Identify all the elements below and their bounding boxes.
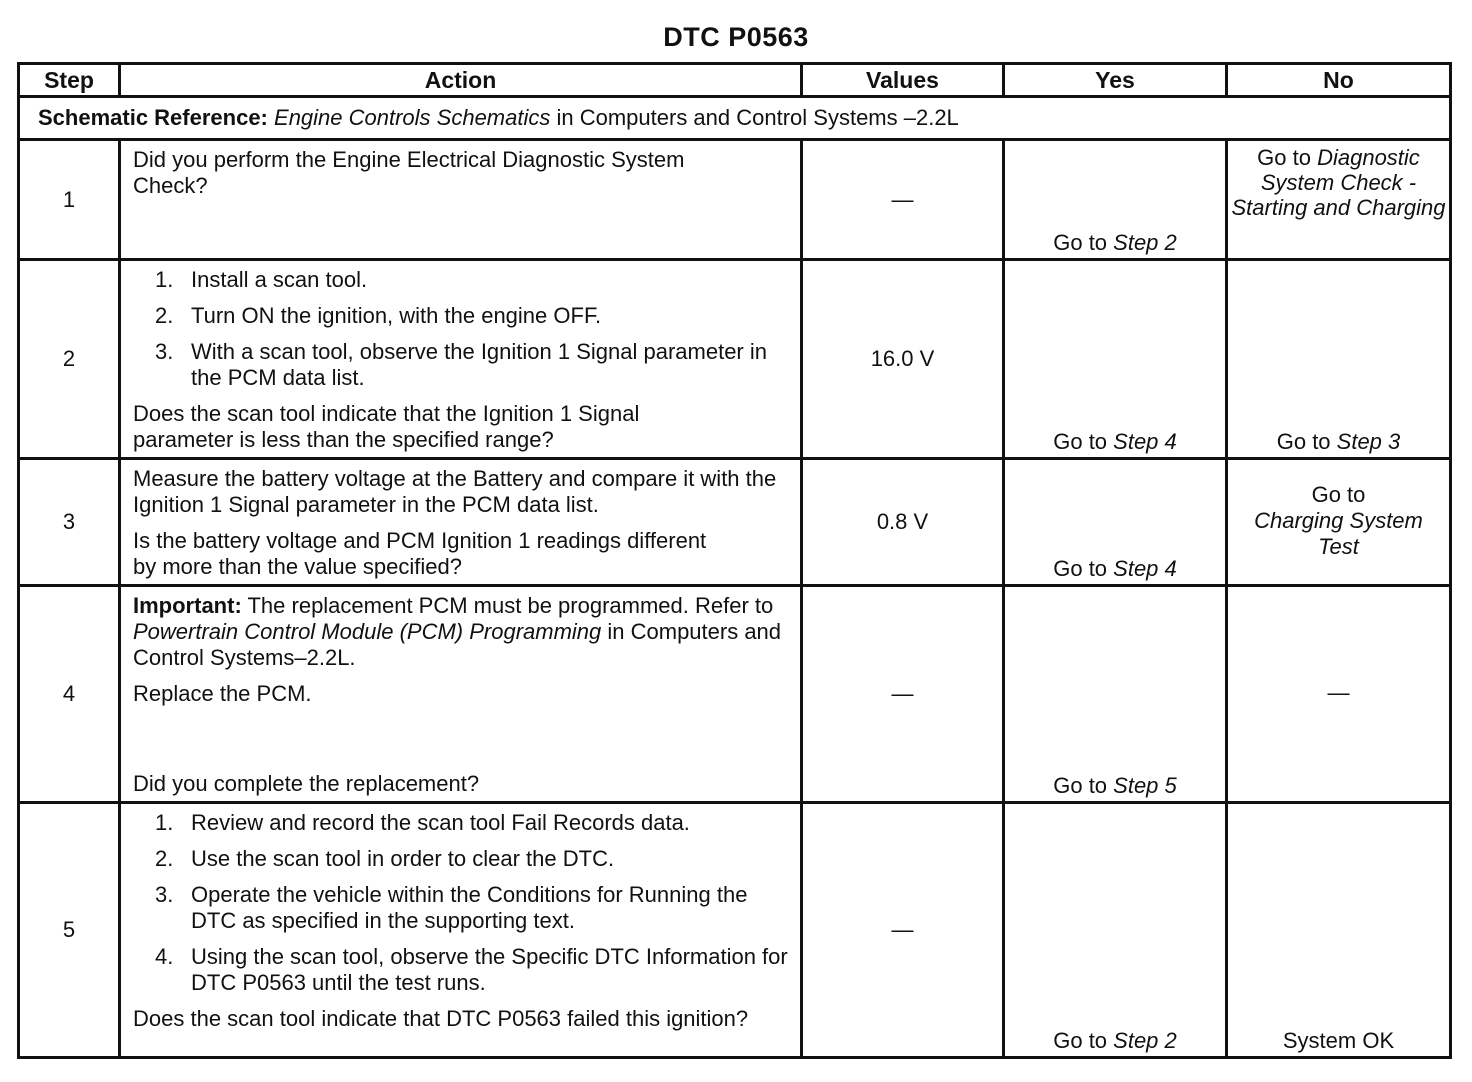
action-question: Did you complete the replacement? bbox=[133, 771, 480, 796]
action-text: Measure the battery voltage at the Battery and compare it with the Ignition 1 Signal parameter in the PCM data list. bbox=[133, 466, 777, 517]
header-action: Action bbox=[120, 64, 802, 97]
step-number: 2 bbox=[19, 260, 120, 459]
list-item: 2. Turn ON the ignition, with the engine OFF. bbox=[155, 303, 602, 328]
action-steps-list bbox=[133, 267, 788, 391]
step-number: 3 bbox=[19, 459, 120, 586]
yes-step-ref: Step 2 bbox=[1113, 230, 1177, 255]
pcm-programming-ref: Powertrain Control Module (PCM) Programming bbox=[133, 619, 602, 644]
action-text: Replace the PCM. bbox=[133, 681, 312, 706]
list-item: 1. Review and record the scan tool Fail Records data. bbox=[155, 810, 690, 835]
table-row bbox=[19, 459, 1451, 586]
no-ref: Diagnostic System Check - Starting and Charging bbox=[1231, 145, 1446, 220]
yes-step-ref: Step 4 bbox=[1113, 429, 1177, 454]
step-number: 4 bbox=[19, 586, 120, 803]
important-label: Important: bbox=[133, 593, 242, 618]
yes-cell: Go to Step 2 bbox=[1004, 803, 1227, 1058]
yes-cell: Go to Step 5 bbox=[1004, 586, 1227, 803]
value-cell: — bbox=[802, 586, 1004, 803]
header-yes: Yes bbox=[1004, 64, 1227, 97]
table-row bbox=[19, 260, 1451, 459]
no-cell: Go to Charging System Test bbox=[1227, 459, 1451, 586]
schematic-reference bbox=[19, 97, 1451, 140]
action-cell bbox=[120, 459, 802, 586]
yes-step-ref: Step 4 bbox=[1113, 556, 1177, 581]
header-step: Step bbox=[19, 64, 120, 97]
no-cell: Go to Step 3 bbox=[1227, 260, 1451, 459]
yes-step-ref: Step 5 bbox=[1113, 773, 1177, 798]
no-cell: System OK bbox=[1227, 803, 1451, 1058]
no-cell: — bbox=[1227, 586, 1451, 803]
action-cell bbox=[120, 803, 802, 1058]
action-cell bbox=[120, 586, 802, 803]
yes-cell bbox=[1004, 140, 1227, 260]
value-cell: — bbox=[802, 140, 1004, 260]
action-question: Does the scan tool indicate that the Ignition 1 Signal parameter is less than the specified range? bbox=[133, 401, 640, 452]
go-to-text: Go to bbox=[1053, 230, 1114, 255]
yes-cell: Go to Step 4 bbox=[1004, 459, 1227, 586]
table-row bbox=[19, 586, 1451, 803]
table-row bbox=[19, 140, 1451, 260]
list-item: 4. Using the scan tool, observe the Specific DTC Information for DTC P0563 until the test runs. bbox=[155, 944, 788, 995]
action-cell bbox=[120, 140, 802, 260]
action-steps-list bbox=[133, 810, 788, 996]
list-item: 3. Operate the vehicle within the Conditions for Running the DTC as specified in the supporting text. bbox=[155, 882, 748, 933]
schematic-doc-link: Engine Controls Schematics bbox=[274, 105, 551, 130]
diagnostic-table bbox=[17, 62, 1452, 1059]
header-no: No bbox=[1227, 64, 1451, 97]
no-cell bbox=[1227, 140, 1451, 260]
schematic-label: Schematic Reference: bbox=[38, 105, 268, 130]
yes-cell: Go to Step 4 bbox=[1004, 260, 1227, 459]
step-number: 1 bbox=[19, 140, 120, 260]
header-values: Values bbox=[802, 64, 1004, 97]
schematic-row bbox=[19, 97, 1451, 140]
value-cell: 16.0 V bbox=[802, 260, 1004, 459]
header-row bbox=[19, 64, 1451, 97]
table-row bbox=[19, 803, 1451, 1058]
action-question: Did you perform the Engine Electrical Diagnostic System Check? bbox=[133, 147, 685, 198]
value-cell: — bbox=[802, 803, 1004, 1058]
no-go-to-text: Go to bbox=[1257, 145, 1318, 170]
no-ref: Charging System Test bbox=[1254, 508, 1423, 559]
important-note: Important: The replacement PCM must be programmed. Refer to Powertrain Control Module (PCM) Programming in Computers and Control Systems–2.2L. bbox=[133, 593, 782, 670]
list-item: 2. Use the scan tool in order to clear the DTC. bbox=[155, 846, 615, 871]
value-cell: 0.8 V bbox=[802, 459, 1004, 586]
action-question: Is the battery voltage and PCM Ignition 1 readings different by more than the value specified? bbox=[133, 528, 707, 579]
action-cell bbox=[120, 260, 802, 459]
action-question: Does the scan tool indicate that DTC P0563 failed this ignition? bbox=[133, 1006, 749, 1031]
page-title: DTC P0563 bbox=[663, 22, 809, 52]
no-step-ref: Step 3 bbox=[1336, 429, 1401, 454]
list-item: 1. Install a scan tool. bbox=[155, 267, 368, 292]
list-item: 3. With a scan tool, observe the Ignition 1 Signal parameter in the PCM data list. bbox=[155, 339, 767, 390]
yes-step-ref: Step 2 bbox=[1113, 1028, 1177, 1053]
schematic-rest: in Computers and Control Systems –2.2L bbox=[550, 105, 959, 130]
step-number: 5 bbox=[19, 803, 120, 1058]
